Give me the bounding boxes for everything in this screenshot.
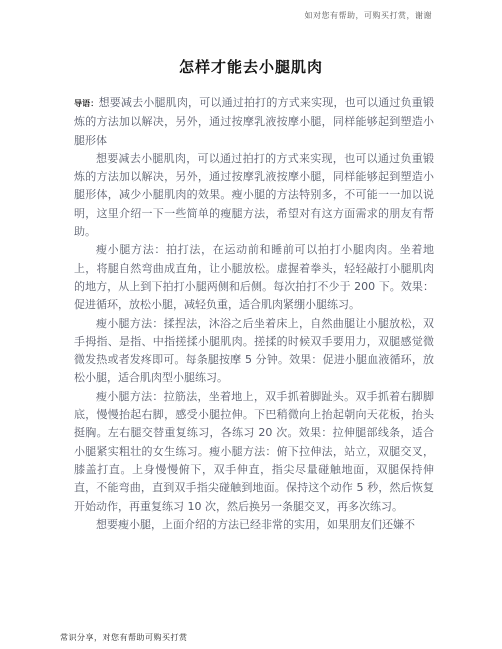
footer-note: 常识分享，对您有帮助可购买打赏: [60, 633, 188, 642]
body-paragraph: 想要瘦小腿，上面介绍的方法已经非常的实用，如果朋友们还嫌不: [96, 517, 415, 531]
lead-paragraph: [74, 94, 434, 150]
body-paragraph: 想要减去小腿肌肉，可以通过拍打的方式来实现，也可以通过负重锻炼的方法加以解决，另外，通过按摩乳液按摩小腿，同样能够起到塑造小腿形体，减少小腿肌肉的效果。瘦小腿的方法特别多，不可能一一加以说明，这里介绍一下一些简单的瘦腿方法，希望对有这方面需求的朋友有帮助。: [74, 151, 434, 239]
body-paragraph: 瘦小腿方法：揉捏法，沐浴之后坐着床上，自然曲腿让小腿放松，双手拇指、是指、中指搓揉小腿肌肉。搓揉的时候双手要用力，双腿感觉微微发热或者发疼即可。每条腿按摩 5 分钟。效果：促进小腿血液循环，放松小腿，适合肌肉型小腿练习。: [74, 316, 434, 385]
header-note: 如对您有帮助，可购买打赏，谢谢: [304, 11, 432, 20]
body-paragraph: 瘦小腿方法：拍打法，在运动前和睡前可以拍打小腿肉肉。坐着地上，将腿自然弯曲成直角，让小腿放松。虚握着拳头，轻轻敲打小腿肌肉的地方，从上到下拍打小腿两侧和后侧。每次拍打不少于 200 下。效果：促进循环，放松小腿，减轻负重，适合肌肉紧绷小腿练习。: [74, 243, 434, 312]
body-paragraph: 瘦小腿方法：拉筋法，坐着地上，双手抓着脚趾头。双手抓着右脚脚底，慢慢抬起右脚，感受小腿拉伸。下巴稍微向上抬起朝向天花板，抬头挺胸。左右腿交替重复练习，各练习 20 次。效果：拉伸腿部线条，适合小腿紧实粗壮的女生练习。瘦小腿方法：俯下拉伸法，站立，双腿交叉，膝盖打直。上身慢慢俯下，双手伸直，指尖尽量碰触地面，双腿保持伸直，不能弯曲，直到双手指尖碰触到地面。保持这个动作 5 秒，然后恢复开始动作，再重复练习 10 次，然后换另一条腿交叉，再多次练习。: [74, 389, 434, 513]
lead-text: 想要减去小腿肌肉，可以通过拍打的方式来实现，也可以通过负重锻炼的方法加以解决，另外，通过按摩乳液按摩小腿，同样能够起到塑造小腿形体: [74, 96, 434, 147]
document-title: 怎样才能去小腿肌肉: [178, 58, 323, 76]
document-body: [74, 94, 434, 534]
lead-label: 导语：: [74, 99, 99, 108]
